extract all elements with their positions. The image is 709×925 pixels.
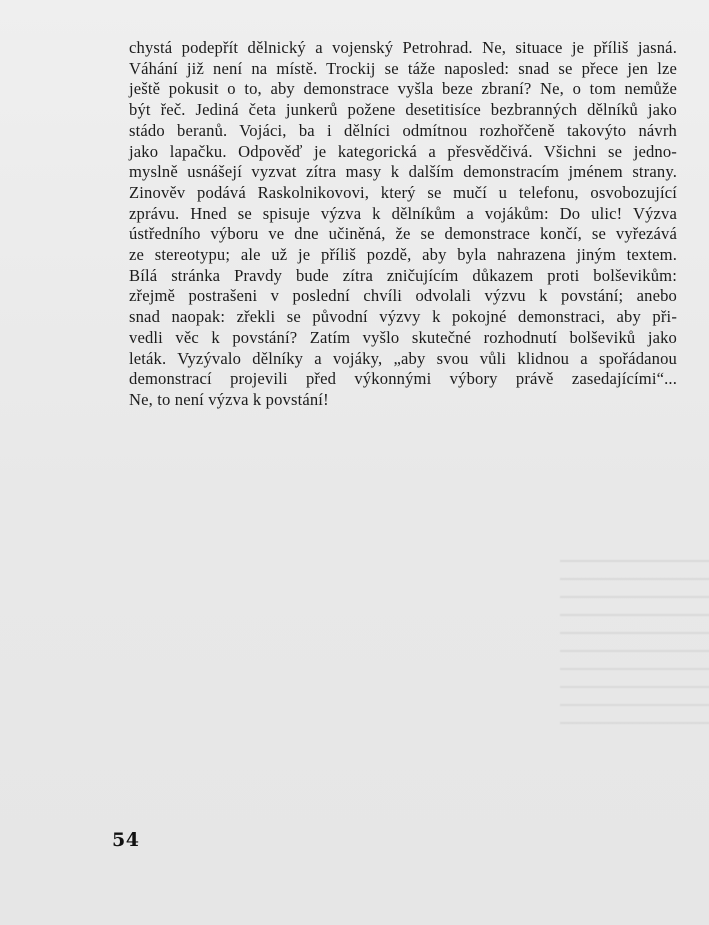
text-line: chystá podepřít dělnický a vojenský Petrohrad. Ne, situace je příliš jasná.: [129, 38, 677, 57]
text-line: být řeč. Jediná četa junkerů požene desetitisíce bezbranných dělníků jako: [129, 100, 677, 120]
text-line: demonstrací projevili před výkonnými výbory právě zasedajícími“...: [129, 369, 677, 389]
text-line: ze stereotypu; ale už je příliš pozdě, aby byla nahrazena jiným textem.: [129, 245, 677, 265]
text-line: ústředního výboru ve dne učiněná, že se demonstrace končí, se vyřezává: [129, 224, 677, 244]
text-line: Zinověv podává Raskolnikovovi, který se mučí u telefonu, osvobozující: [129, 182, 677, 202]
text-line: leták. Vyzývalo dělníky a vojáky, „aby svou vůli klidnou a spořádanou: [129, 348, 677, 368]
text-line: stádo beranů. Vojáci, ba i dělníci odmítnou rozhořčeně takovýto návrh: [129, 120, 677, 140]
text-line: Váhání již není na místě. Trockij se táže naposled: snad se přece jen lze: [129, 58, 677, 78]
text-line: jako lapačku. Odpověď je kategorická a přesvědčivá. Všichni se jedno-: [129, 141, 677, 161]
show-through-texture: [560, 560, 709, 740]
text-line: Bílá stránka Pravdy bude zítra zničujícím důkazem proti bolševikům:: [129, 265, 677, 285]
text-line: zprávu. Hned se spisuje výzva k dělníkům a vojákům: Do ulic! Výzva: [129, 203, 677, 223]
text-line: ještě pokusit o to, aby demonstrace vyšla beze zbraní? Ne, o tom nemůže: [129, 79, 677, 99]
text-line: snad naopak: zřekli se původní výzvy k pokojné demonstraci, aby při-: [129, 307, 677, 327]
text-line: vedli věc k povstání? Zatím vyšlo skutečné rozhodnutí bolševiků jako: [129, 327, 677, 347]
page-number: 54: [112, 829, 140, 851]
text-line: myslně usnášejí vyzvat zítra masy k dalším demonstracím jménem strany.: [129, 162, 677, 182]
text-line: zřejmě postrašeni v poslední chvíli odvolali výzvu k povstání; anebo: [129, 286, 677, 306]
body-text: [129, 38, 677, 411]
text-line: Ne, to není výzva k povstání!: [129, 389, 329, 409]
